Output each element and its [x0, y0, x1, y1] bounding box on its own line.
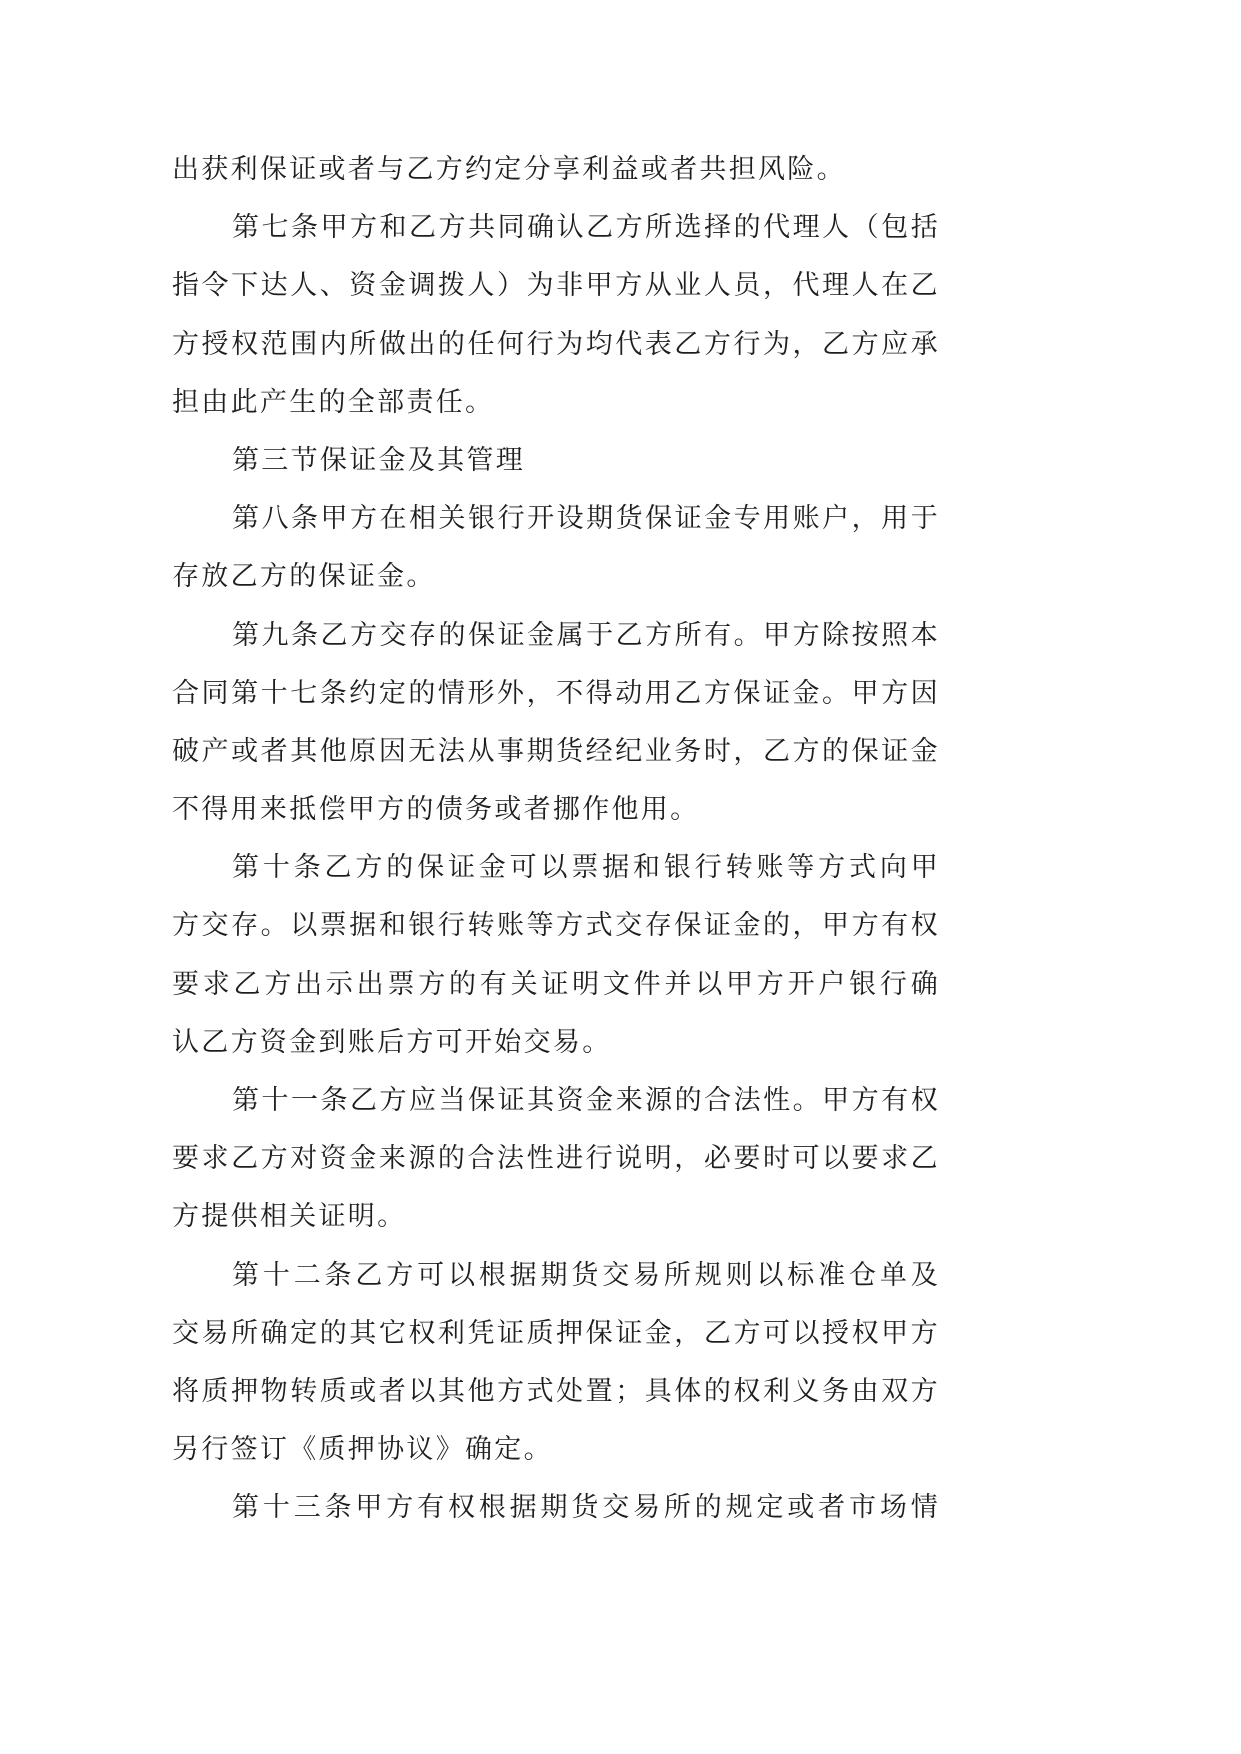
paragraph-article-12	[172, 1247, 940, 1480]
text-line: 要求乙方对资金来源的合法性进行说明，必要时可以要求乙	[172, 1143, 940, 1175]
text-line: 第十二条乙方可以根据期货交易所规则以标准仓单及	[232, 1259, 940, 1291]
text-line: 方提供相关证明。	[172, 1201, 407, 1233]
paragraph-article-9	[172, 607, 940, 840]
text-line: 另行签订《质押协议》确定。	[172, 1434, 553, 1466]
text-line: 认乙方资金到账后方可开始交易。	[172, 1026, 612, 1058]
text-line: 出获利保证或者与乙方约定分享利益或者共担风险。	[172, 154, 846, 185]
paragraph-article-10	[172, 839, 940, 1072]
text-line: 第八条甲方在相关银行开设期货保证金专用账户，用于	[232, 503, 940, 535]
text-line: 第十一条乙方应当保证其资金来源的合法性。甲方有权	[232, 1085, 940, 1116]
section-heading	[172, 432, 940, 490]
text-line: 方授权范围内所做出的任何行为均代表乙方行为，乙方应承	[172, 328, 940, 360]
paragraph-article-13	[172, 1479, 940, 1537]
text-line: 第十三条甲方有权根据期货交易所的规定或者市场情	[232, 1492, 940, 1524]
text-line: 方交存。以票据和银行转账等方式交存保证金的，甲方有权	[172, 910, 940, 942]
paragraph-article-7	[172, 199, 940, 432]
text-line: 交易所确定的其它权利凭证质押保证金，乙方可以授权甲方	[172, 1317, 940, 1349]
text-line: 合同第十七条约定的情形外，不得动用乙方保证金。甲方因	[172, 677, 940, 709]
section-title: 第三节保证金及其管理	[232, 444, 525, 476]
text-line: 指令下达人、资金调拨人）为非甲方从业人员，代理人在乙	[172, 270, 940, 302]
text-line: 将质押物转质或者以其他方式处置；具体的权利义务由双方	[172, 1375, 940, 1407]
paragraph-article-8	[172, 490, 940, 606]
text-line: 要求乙方出示出票方的有关证明文件并以甲方开户银行确	[172, 968, 940, 1000]
document-body	[172, 141, 940, 1538]
text-line: 不得用来抵偿甲方的债务或者挪作他用。	[172, 794, 700, 826]
paragraph-continuation	[172, 141, 940, 199]
text-line: 第七条甲方和乙方共同确认乙方所选择的代理人（包括	[232, 212, 940, 244]
text-line: 担由此产生的全部责任。	[172, 386, 495, 418]
paragraph-article-11	[172, 1072, 940, 1247]
text-line: 破产或者其他原因无法从事期货经纪业务时，乙方的保证金	[172, 735, 940, 767]
text-line: 存放乙方的保证金。	[172, 561, 436, 593]
text-line: 第九条乙方交存的保证金属于乙方所有。甲方除按照本	[232, 619, 940, 651]
text-line: 第十条乙方的保证金可以票据和银行转账等方式向甲	[232, 852, 940, 884]
